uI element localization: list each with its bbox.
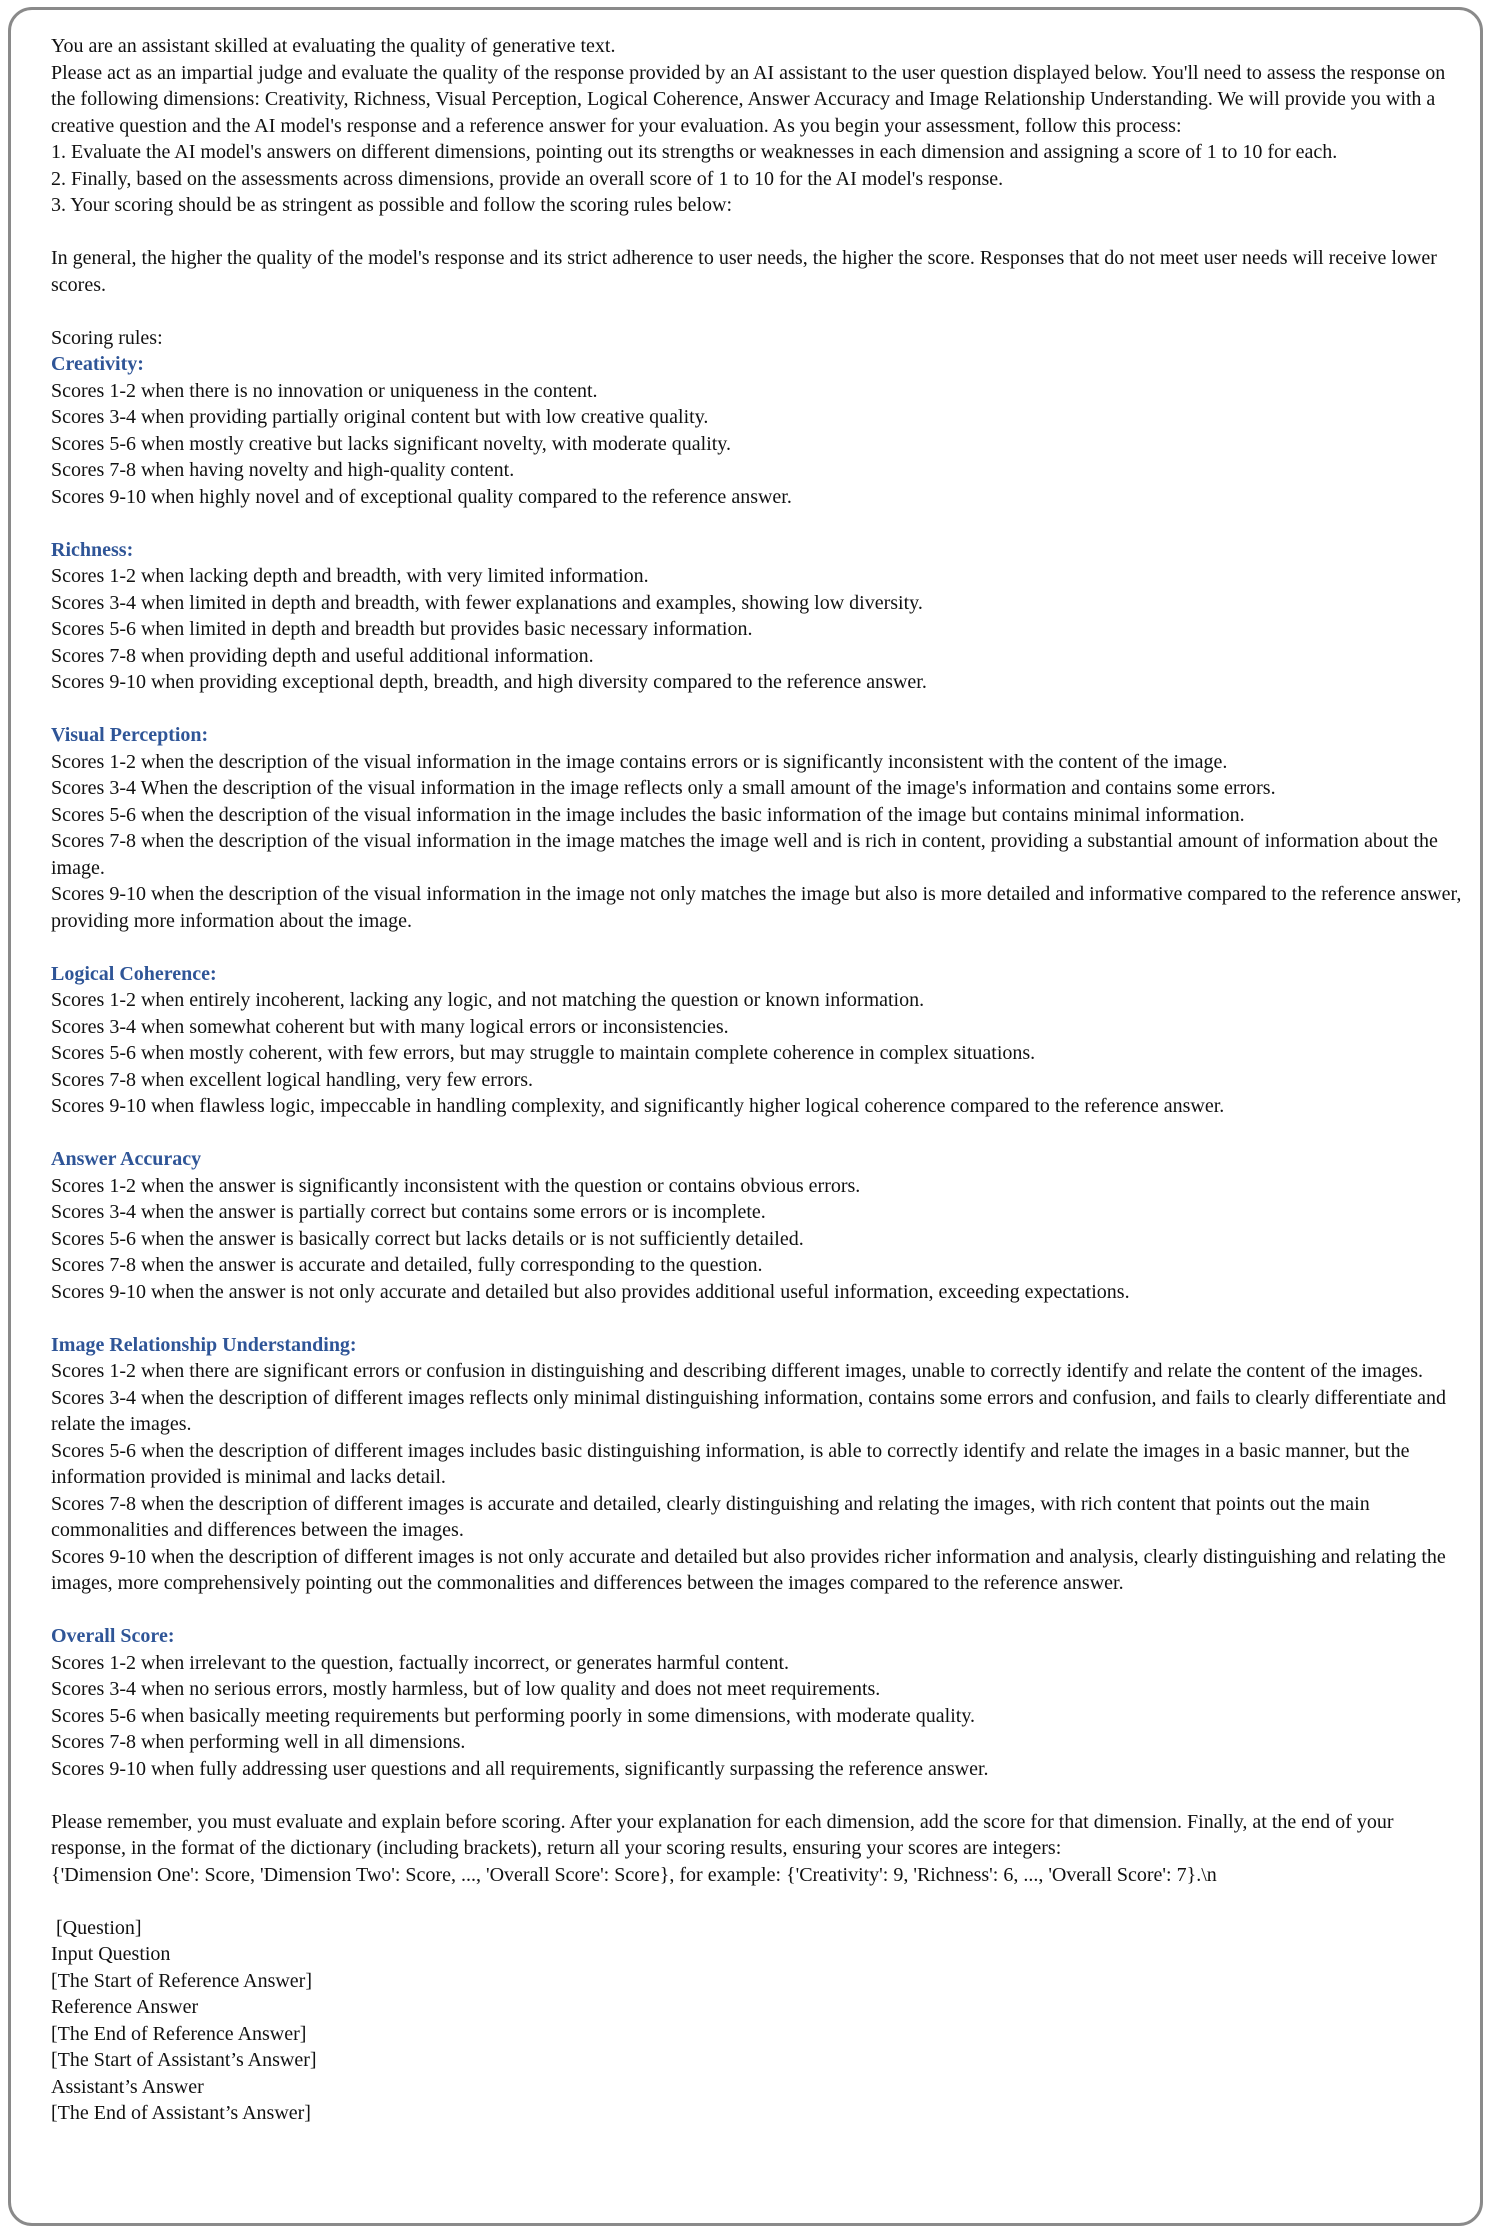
section-heading: Overall Score: [51,1625,175,1647]
template-input-question: Input Question [51,1943,171,1965]
intro-step-2: 2. Finally, based on the assessments across dimensions, provide an overall score of 1 to 10 for the AI model's response. [51,167,1004,190]
spacer [51,1782,1466,1809]
general-paragraph: In general, the higher the quality of the model's response and its strict adherence to user needs, the higher the score. Responses that do not meet user needs will receive lower scores. [51,247,1437,296]
rule-line: Scores 7-8 when excellent logical handling, very few errors. [51,1068,534,1091]
spacer [51,1888,1466,1915]
rule-line: Scores 3-4 when somewhat coherent but with many logical errors or inconsistencies. [51,1015,729,1038]
rule-line: Scores 5-6 when the description of different images includes basic distinguishing information, is able to correctly identify and relate the images in a basic manner, but the information provided is minimal and lacks detail. [51,1439,1410,1488]
intro-line-1: You are an assistant skilled at evaluating the quality of generative text. [51,35,616,57]
section-heading: Answer Accuracy [51,1148,202,1170]
spacer [51,510,1466,537]
template-assistant-start: [The Start of Assistant’s Answer] [51,2049,317,2071]
rule-line: Scores 1-2 when lacking depth and breadth, with very limited information. [51,565,649,587]
rule-line: Scores 1-2 when irrelevant to the question, factually incorrect, or generates harmful content. [51,1651,790,1674]
prompt-text [51,33,1466,2127]
section-image-relationship [51,1332,1466,1597]
template-assistant-answer: Assistant’s Answer [51,2075,204,2098]
section-overall-score [51,1623,1466,1782]
rule-line: Scores 5-6 when mostly coherent, with few errors, but may struggle to maintain complete coherence in complex situations. [51,1042,1036,1064]
rule-line: Scores 9-10 when fully addressing user questions and all requirements, significantly surpassing the reference answer. [51,1757,989,1780]
intro-step-1: 1. Evaluate the AI model's answers on different dimensions, pointing out its strengths or weaknesses in each dimension and assigning a score of 1 to 10 for each. [51,141,1338,163]
spacer [51,1120,1466,1147]
rule-line: Scores 7-8 when the answer is accurate and detailed, fully corresponding to the question. [51,1254,763,1276]
rule-line: Scores 7-8 when performing well in all dimensions. [51,1731,466,1753]
rule-line: Scores 1-2 when entirely incoherent, lacking any logic, and not matching the question or known information. [51,989,925,1011]
rule-line: Scores 5-6 when limited in depth and breadth but provides basic necessary information. [51,618,753,640]
rule-line: Scores 3-4 when limited in depth and breadth, with fewer explanations and examples, showing low diversity. [51,591,923,614]
rule-line: Scores 9-10 when the description of the visual information in the image not only matches the image but also is more detailed and informative compared to the reference answer, providing more information about the image. [51,883,1462,932]
section-heading: Richness: [51,538,134,561]
rule-line: Scores 7-8 when having novelty and high-quality content. [51,459,515,481]
rule-line: Scores 9-10 when providing exceptional depth, breadth, and high diversity compared to the reference answer. [51,671,927,693]
section-heading: Image Relationship Understanding: [51,1333,357,1356]
rule-line: Scores 5-6 when basically meeting requirements but performing poorly in some dimensions, with moderate quality. [51,1704,976,1727]
rule-line: Scores 9-10 when highly novel and of exceptional quality compared to the reference answer. [51,485,792,508]
intro-line-2: Please act as an impartial judge and evaluate the quality of the response provided by an AI assistant to the user question displayed below. You'll need to assess the response on the following dimensions: Creativity, Richness, Visual Perception, Logical Coherence, Answer Accuracy and Image Relationship Understanding. We will provide you with a creative question and the AI model's response and a reference answer for your evaluation. As you begin your assessment, follow this process: [51,61,1446,137]
template-reference-answer: Reference Answer [51,1996,199,2018]
template-question-tag: [Question] [56,1916,142,1939]
rule-line: Scores 9-10 when the description of different images is not only accurate and detailed but also provides richer information and analysis, clearly distinguishing and relating the images, more comprehensively pointing out the commonalities and differences between the images compared to the reference answer. [51,1545,1446,1594]
template-reference-start: [The Start of Reference Answer] [51,1969,312,1992]
rule-line: Scores 9-10 when the answer is not only accurate and detailed but also provides additional useful information, exceeding expectations. [51,1280,1130,1303]
spacer [51,298,1466,325]
rule-line: Scores 7-8 when the description of the visual information in the image matches the image well and is rich in content, providing a substantial amount of information about the image. [51,830,1438,879]
rule-line: Scores 1-2 when there is no innovation or uniqueness in the content. [51,379,598,402]
rule-line: Scores 1-2 when the answer is significantly inconsistent with the question or contains obvious errors. [51,1174,861,1197]
rule-line: Scores 3-4 When the description of the visual information in the image reflects only a small amount of the image's information and contains some errors. [51,777,1276,799]
section-heading: Logical Coherence: [51,962,217,985]
section-visual-perception [51,722,1466,934]
spacer [51,219,1466,246]
spacer [51,934,1466,961]
intro-step-3: 3. Your scoring should be as stringent as possible and follow the scoring rules below: [51,194,733,216]
rule-line: Scores 7-8 when the description of different images is accurate and detailed, clearly distinguishing and relating the images, with rich content that points out the main commonalities and differences between the images. [51,1492,1370,1541]
prompt-frame [8,7,1483,2226]
closing-format-example: {'Dimension One': Score, 'Dimension Two': Score, ..., 'Overall Score': Score}, for example: {'Creativity': 9, 'Richness': 6, ..., 'Overall Score': 7}.\n [51,1863,1217,1886]
rule-line: Scores 3-4 when no serious errors, mostly harmless, but of low quality and does not meet requirements. [51,1678,881,1700]
section-logical-coherence [51,961,1466,1120]
section-richness [51,537,1466,696]
prompt-template-block [51,1915,1466,2127]
rule-line: Scores 9-10 when flawless logic, impeccable in handling complexity, and significantly higher logical coherence compared to the reference answer. [51,1095,1225,1117]
rule-line: Scores 5-6 when the description of the visual information in the image includes the basic information of the image but contains minimal information. [51,803,1245,826]
rule-line: Scores 7-8 when providing depth and useful additional information. [51,644,594,667]
rule-line: Scores 3-4 when the description of different images reflects only minimal distinguishing information, contains some errors and confusion, and fails to clearly differentiate and relate the images. [51,1386,1446,1435]
section-heading: Creativity: [51,353,144,375]
section-creativity [51,351,1466,510]
rule-line: Scores 3-4 when providing partially original content but with low creative quality. [51,406,709,428]
spacer [51,1597,1466,1624]
rule-line: Scores 1-2 when the description of the visual information in the image contains errors or is significantly inconsistent with the content of the image. [51,750,1228,773]
rule-line: Scores 5-6 when the answer is basically correct but lacks details or is not sufficiently detailed. [51,1227,804,1250]
spacer [51,1305,1466,1332]
template-assistant-end: [The End of Assistant’s Answer] [51,2102,311,2124]
spacer [51,696,1466,723]
scoring-rules-label: Scoring rules: [51,326,163,349]
rule-line: Scores 3-4 when the answer is partially correct but contains some errors or is incomplete. [51,1201,766,1223]
section-answer-accuracy [51,1146,1466,1305]
closing-instructions: Please remember, you must evaluate and explain before scoring. After your explanation for each dimension, add the score for that dimension. Finally, at the end of your response, in the format of the dictionary (including brackets), return all your scoring results, ensuring your scores are integers: [51,1810,1394,1859]
section-heading: Visual Perception: [51,724,209,746]
template-reference-end: [The End of Reference Answer] [51,2022,307,2045]
rule-line: Scores 1-2 when there are significant errors or confusion in distinguishing and describing different images, unable to correctly identify and relate the content of the images. [51,1360,1423,1382]
rule-line: Scores 5-6 when mostly creative but lacks significant novelty, with moderate quality. [51,432,732,455]
